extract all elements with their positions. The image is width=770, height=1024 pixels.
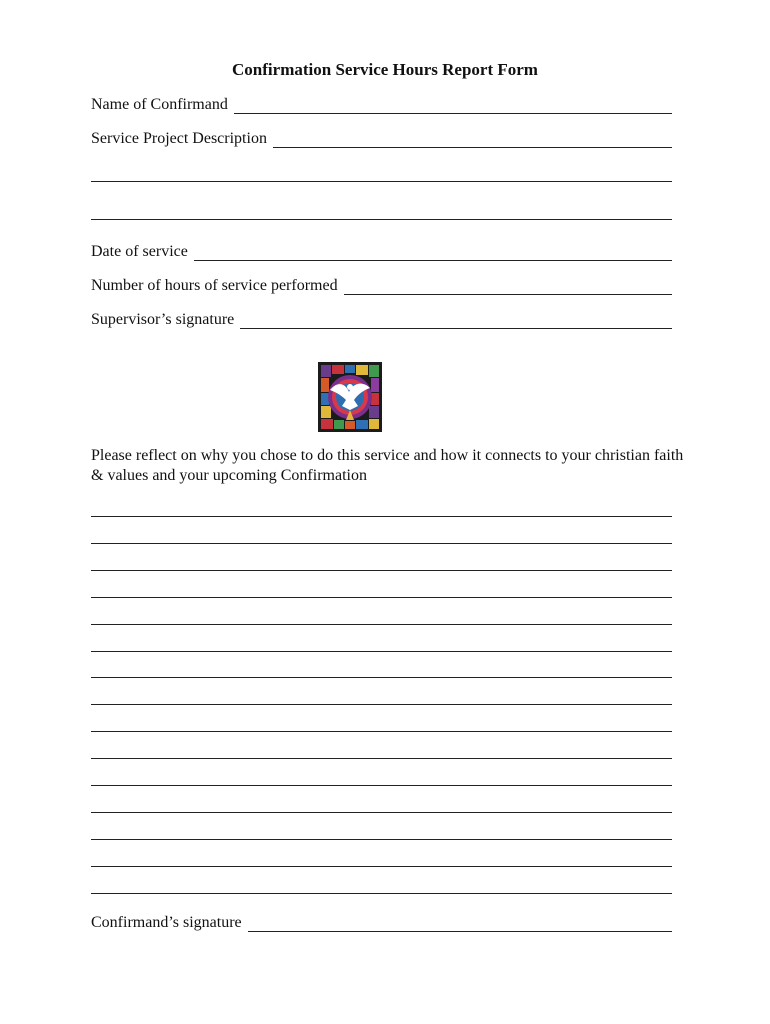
- confirmand-signature-field: [91, 914, 672, 932]
- reflection-blank-line[interactable]: [91, 731, 672, 732]
- supervisor-line[interactable]: [240, 314, 672, 329]
- name-field: [91, 96, 672, 114]
- reflection-blank-line[interactable]: [91, 758, 672, 759]
- name-line[interactable]: [234, 99, 672, 114]
- reflection-blank-line[interactable]: [91, 785, 672, 786]
- description-label: Service Project Description: [91, 130, 267, 147]
- supervisor-label: Supervisor’s signature: [91, 311, 235, 328]
- date-label: Date of service: [91, 243, 188, 260]
- reflection-prompt: Please reflect on why you chose to do this service and how it connects to your christian faith & values and your upcoming Confirmation: [91, 447, 684, 484]
- name-label: Name of Confirmand: [91, 96, 228, 113]
- reflection-blank-line[interactable]: [91, 543, 672, 544]
- reflection-blank-line[interactable]: [91, 812, 672, 813]
- reflection-blank-line[interactable]: [91, 866, 672, 867]
- date-field: [91, 243, 672, 261]
- hours-line[interactable]: [344, 280, 672, 295]
- reflection-blank-line[interactable]: [91, 704, 672, 705]
- supervisor-field: [91, 311, 672, 329]
- dove-stained-glass-icon: [318, 362, 382, 432]
- hours-field: [91, 277, 672, 295]
- description-line[interactable]: [273, 133, 672, 148]
- hours-label: Number of hours of service performed: [91, 277, 338, 294]
- description-blank-line[interactable]: [91, 219, 672, 220]
- reflection-blank-line[interactable]: [91, 570, 672, 571]
- reflection-blank-line[interactable]: [91, 516, 672, 517]
- form-title: Confirmation Service Hours Report Form: [232, 60, 538, 79]
- date-line[interactable]: [194, 246, 672, 261]
- reflection-blank-line[interactable]: [91, 893, 672, 894]
- reflection-blank-line[interactable]: [91, 597, 672, 598]
- confirmand-signature-line[interactable]: [248, 917, 672, 932]
- description-field: [91, 130, 672, 148]
- reflection-blank-line[interactable]: [91, 839, 672, 840]
- reflection-blank-line[interactable]: [91, 651, 672, 652]
- confirmand-signature-label: Confirmand’s signature: [91, 914, 242, 931]
- reflection-blank-line[interactable]: [91, 677, 672, 678]
- description-blank-line[interactable]: [91, 181, 672, 182]
- reflection-blank-line[interactable]: [91, 624, 672, 625]
